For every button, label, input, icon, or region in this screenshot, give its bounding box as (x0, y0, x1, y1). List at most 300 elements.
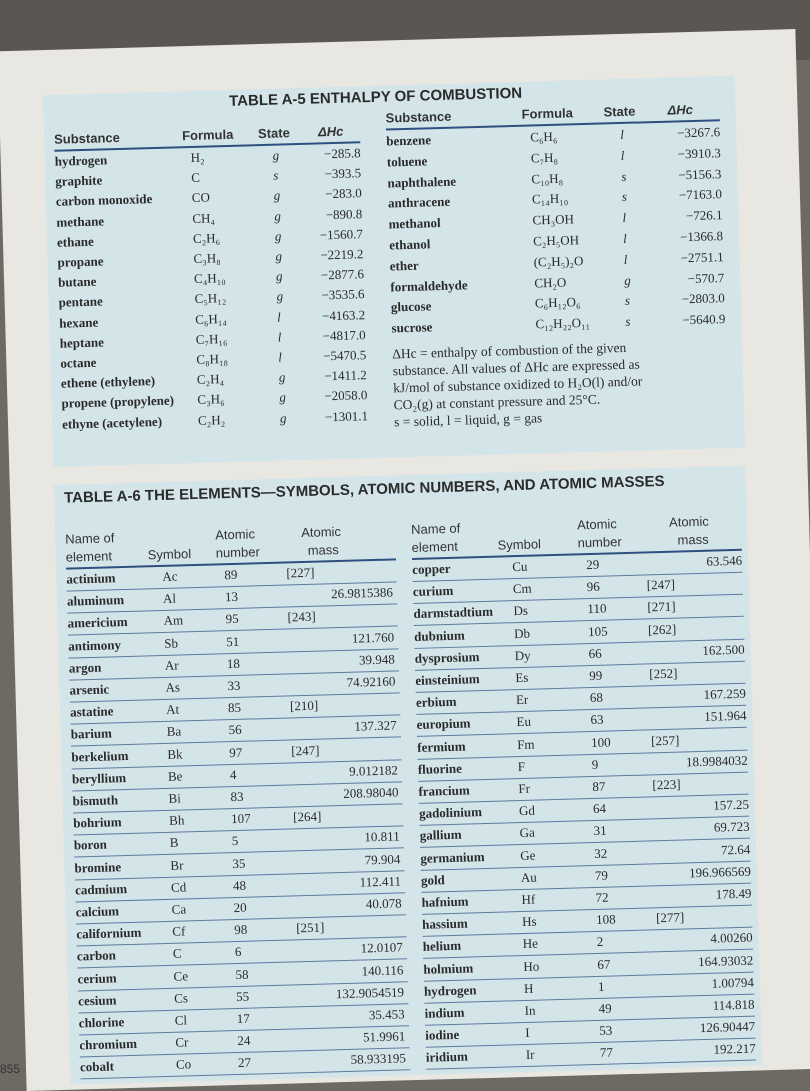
element-symbol: Cr (175, 1034, 189, 1050)
element-symbol: Am (163, 612, 184, 629)
atomic-mass: [223] (652, 776, 681, 793)
atomic-mass: 26.9815386 (330, 584, 394, 602)
a5-formula: C (191, 169, 201, 186)
element-symbol: Be (167, 768, 183, 784)
table-a6-title: TABLE A-6 THE ELEMENTS—SYMBOLS, ATOMIC NUMBERS, AND ATOMIC MASSES (63, 472, 665, 507)
atomic-number: 20 (233, 899, 247, 916)
a5-state: l (620, 147, 625, 163)
element-symbol: Ge (520, 847, 536, 863)
a5-enthalpy: −5640.9 (682, 311, 726, 328)
a5-formula: C₆H₆ (530, 128, 558, 145)
element-symbol: I (525, 1025, 530, 1041)
a5-state: s (621, 168, 627, 184)
atomic-mass: 39.948 (358, 651, 395, 668)
a5-state: g (275, 248, 283, 264)
header-number-l1: Atomic (215, 526, 256, 543)
element-symbol: H (523, 980, 534, 996)
atomic-mass: 112.411 (359, 873, 402, 890)
element-name: erbium (415, 693, 457, 711)
atomic-mass: [271] (647, 599, 676, 615)
element-name: germanium (420, 848, 485, 866)
a5-enthalpy: −1366.8 (679, 228, 724, 245)
atomic-mass: 132.9054519 (335, 984, 405, 1002)
element-name: carbon (76, 947, 117, 964)
page-number: 855 (0, 1062, 21, 1076)
a5-formula: H₂ (190, 149, 205, 165)
element-name: cesium (77, 992, 117, 1009)
atomic-number: 17 (236, 1010, 250, 1027)
atomic-mass: [264] (292, 808, 322, 825)
header-name-right-l2: element (411, 538, 459, 555)
a5-substance: methanol (388, 215, 441, 232)
atomic-mass: 196.966569 (688, 863, 752, 881)
a5-state: l (278, 349, 283, 365)
element-symbol: In (524, 1002, 536, 1019)
element-symbol: Cu (512, 558, 528, 575)
a5-state: g (278, 369, 286, 385)
a5-state: g (624, 272, 631, 288)
element-name: einsteinium (415, 671, 480, 688)
a5-formula: C₃H₆ (197, 391, 225, 408)
a5-enthalpy: −1301.1 (324, 407, 369, 424)
a5-substance: ethane (56, 233, 95, 250)
atomic-number: 97 (229, 744, 243, 760)
element-symbol: Bk (167, 746, 183, 762)
element-symbol: Ds (513, 603, 529, 619)
a5-enthalpy: −393.5 (324, 165, 362, 182)
a5-formula: CO (191, 189, 211, 206)
atomic-number: 32 (594, 845, 608, 861)
header-name-l2: element (65, 548, 113, 565)
element-name: iridium (425, 1049, 469, 1066)
a5-formula: C₇H₈ (530, 149, 559, 166)
element-name: actinium (66, 570, 116, 587)
a5-formula: C₂H₅OH (532, 232, 580, 249)
a5-formula: CH₄ (192, 209, 216, 226)
atomic-number: 56 (228, 722, 242, 738)
element-symbol: Ar (164, 657, 179, 673)
element-name: antimony (68, 636, 122, 654)
atomic-number: 35 (232, 855, 246, 871)
a5-enthalpy: −4163.2 (321, 306, 366, 323)
header-formula-right: Formula (521, 105, 574, 122)
a5-substance: sucrose (391, 319, 433, 336)
a5-substance: ethene (ethylene) (60, 373, 156, 391)
a5-substance: heptane (59, 334, 105, 351)
atomic-number: 4 (229, 766, 237, 782)
footnote-line: s = solid, l = liquid, g = gas (393, 410, 543, 430)
a5-state: g (274, 208, 282, 224)
atomic-mass: 74.92160 (346, 673, 396, 690)
a5-formula: C₁₂H₂₂O₁₁ (535, 315, 591, 332)
a5-substance: carbon monoxide (55, 191, 153, 210)
atomic-number: 108 (595, 911, 616, 928)
a5-state: l (619, 126, 625, 142)
element-name: holmium (423, 960, 474, 977)
atomic-mass: 164.93032 (697, 952, 754, 969)
a5-substance: toluene (386, 153, 428, 170)
a5-formula: C₆H₁₂O₆ (534, 294, 581, 311)
a5-enthalpy: −2751.1 (680, 248, 724, 266)
element-symbol: Ce (173, 967, 189, 984)
footnote-line: ΔHc = enthalpy of combustion of the given (392, 339, 627, 362)
header-name-right-l1: Name of (410, 520, 461, 537)
element-name: astatine (69, 703, 114, 720)
element-name: europium (416, 715, 471, 733)
header-number-right-l1: Atomic (576, 516, 618, 533)
atomic-number: 79 (594, 867, 609, 883)
textbook-page (0, 29, 810, 1091)
a5-substance: ethanol (388, 236, 431, 253)
element-name: chromium (79, 1036, 138, 1053)
element-name: californium (76, 924, 142, 942)
element-name: aluminum (66, 592, 125, 609)
a5-formula: C₁₀H₈ (531, 170, 564, 187)
atomic-mass: 18.9984032 (685, 752, 748, 770)
a5-enthalpy: −3910.3 (677, 144, 721, 162)
a5-substance: glucose (390, 298, 432, 315)
atomic-number: 53 (599, 1022, 613, 1039)
atomic-mass: 51.9961 (362, 1028, 406, 1045)
element-symbol: Gd (518, 802, 536, 819)
a5-substance: methane (56, 213, 105, 230)
atomic-mass: [277] (655, 909, 685, 926)
footnote-line: kJ/mol of substance oxidized to H₂O(l) and/or (392, 373, 643, 396)
atomic-number: 55 (235, 988, 250, 1004)
atomic-number: 9 (591, 756, 599, 772)
a5-enthalpy: −7163.0 (678, 186, 723, 203)
element-name: cadmium (74, 880, 128, 898)
element-symbol: Br (170, 857, 184, 873)
atomic-mass: [227] (286, 564, 315, 581)
element-name: barium (70, 725, 113, 742)
atomic-number: 51 (225, 633, 240, 649)
atomic-number: 64 (592, 800, 607, 817)
atomic-mass: 79.904 (364, 851, 401, 868)
atomic-number: 100 (590, 734, 611, 750)
element-symbol: As (165, 679, 181, 695)
element-symbol: Ca (171, 901, 187, 917)
a5-substance: ethyne (acetylene) (61, 413, 163, 432)
element-symbol: F (517, 758, 526, 774)
atomic-number: 105 (587, 623, 608, 639)
a5-formula: C₆H₁₄ (194, 310, 228, 327)
element-symbol: Hs (521, 913, 537, 930)
a5-state: g (274, 228, 282, 244)
element-symbol: Er (515, 691, 529, 708)
atomic-mass: [252] (649, 665, 678, 682)
atomic-number: 83 (230, 788, 244, 805)
footnote-line: substance. All values of ΔHc are expressed as (392, 356, 640, 379)
header-symbol-right: Symbol (497, 536, 542, 553)
element-name: berkelium (71, 747, 129, 765)
atomic-mass: 178.49 (715, 885, 752, 902)
atomic-number: 33 (227, 677, 241, 694)
element-symbol: Fm (516, 736, 535, 752)
element-name: indium (424, 1004, 465, 1021)
a5-substance: propane (57, 253, 104, 270)
element-name: boron (73, 836, 108, 853)
atomic-number: 31 (593, 823, 607, 839)
a5-state: g (276, 288, 284, 305)
element-symbol: Sb (164, 635, 179, 651)
element-name: gallium (419, 827, 462, 844)
atomic-mass: 58.933195 (350, 1050, 407, 1068)
atomic-mass: [257] (650, 732, 680, 748)
header-enthalpy: ΔHc (317, 123, 344, 140)
atomic-number: 72 (595, 889, 609, 905)
header-mass-right-l1: Atomic (668, 513, 709, 530)
atomic-number: 48 (232, 877, 247, 893)
atomic-mass: 4.00260 (710, 930, 753, 947)
atomic-mass: 140.116 (361, 961, 404, 979)
atomic-number: 66 (588, 645, 602, 661)
a5-state: s (621, 189, 628, 205)
atomic-number: 77 (599, 1044, 614, 1061)
element-name: dysprosium (414, 648, 480, 666)
element-name: cobalt (79, 1058, 115, 1075)
header-number-l2: number (215, 544, 260, 561)
element-name: fermium (417, 738, 466, 755)
a5-state: l (623, 251, 628, 267)
atomic-number: 95 (225, 611, 239, 627)
element-name: dubnium (413, 627, 465, 644)
a5-enthalpy: −2803.0 (681, 290, 726, 307)
element-name: bromine (74, 858, 122, 876)
atomic-mass: 35.453 (368, 1006, 405, 1023)
atomic-mass: 10.811 (364, 828, 400, 845)
atomic-number: 87 (592, 778, 606, 795)
header-mass-l1: Atomic (300, 523, 342, 541)
header-symbol: Symbol (147, 546, 192, 563)
element-name: fluorine (417, 760, 463, 777)
atomic-mass: 162.500 (702, 641, 745, 658)
element-symbol: C (172, 945, 182, 962)
atomic-number: 6 (234, 944, 242, 960)
a5-substance: graphite (55, 172, 103, 189)
a5-state: s (625, 313, 631, 330)
element-name: beryllium (71, 769, 127, 787)
a5-formula: C₃H₈ (193, 250, 221, 266)
element-name: helium (422, 938, 462, 955)
atomic-mass: [251] (296, 919, 325, 936)
element-name: arsenic (69, 681, 110, 698)
header-enthalpy-right: ΔHc (667, 101, 694, 118)
a5-state: g (279, 389, 287, 405)
a5-substance: hydrogen (54, 152, 108, 169)
a5-formula: C₂H₂ (197, 411, 226, 428)
a5-enthalpy: −726.1 (685, 207, 723, 224)
atomic-number: 85 (227, 699, 242, 716)
element-symbol: Ac (162, 568, 178, 584)
atomic-number: 67 (597, 956, 611, 972)
element-name: hydrogen (423, 982, 477, 999)
atomic-number: 1 (597, 978, 605, 994)
a5-formula: C₁₄H₁₀ (531, 190, 569, 207)
element-symbol: Cd (170, 879, 187, 895)
element-symbol: Au (520, 869, 537, 885)
a5-state: s (624, 293, 631, 309)
header-substance-right: Substance (385, 108, 452, 126)
element-name: darmstadtium (413, 604, 494, 622)
element-name: bohrium (73, 814, 122, 831)
a5-enthalpy: −4817.0 (322, 326, 366, 344)
a5-substance: benzene (386, 132, 432, 149)
atomic-mass: 126.90447 (699, 1018, 756, 1036)
table-a5-title: TABLE A-5 ENTHALPY OF COMBUSTION (228, 84, 523, 110)
atomic-mass: [243] (287, 609, 316, 625)
header-mass-l2: mass (307, 542, 339, 558)
a5-enthalpy: −890.8 (325, 205, 363, 222)
atomic-number: 63 (590, 712, 604, 728)
element-name: hassium (421, 915, 468, 933)
atomic-number: 99 (589, 667, 603, 684)
element-name: gadolinium (418, 804, 483, 822)
element-symbol: Cl (174, 1012, 188, 1028)
atomic-number: 96 (586, 578, 601, 595)
a5-formula: C₄H₁₀ (193, 270, 226, 287)
header-formula: Formula (181, 126, 234, 144)
a5-formula: CH₂O (534, 274, 567, 291)
element-name: gold (420, 871, 445, 888)
a5-enthalpy: −2058.0 (324, 387, 368, 404)
element-symbol: Bh (168, 812, 185, 829)
element-name: calcium (75, 903, 120, 920)
atomic-number: 2 (596, 934, 604, 950)
a5-enthalpy: −1411.2 (324, 367, 368, 384)
a5-substance: naphthalene (387, 173, 457, 191)
element-symbol: Hf (521, 891, 536, 908)
footnote-line: CO₂(g) at constant pressure and 25°C. (393, 391, 601, 413)
element-symbol: Dy (514, 647, 531, 663)
a5-enthalpy: −5470.5 (322, 347, 367, 364)
element-symbol: Ba (166, 723, 182, 740)
a5-enthalpy: −285.8 (323, 145, 361, 162)
a5-state: s (272, 167, 279, 183)
element-symbol: Es (515, 669, 529, 686)
element-symbol: Co (175, 1056, 192, 1073)
element-symbol: Cm (512, 580, 532, 597)
a5-enthalpy: −2219.2 (320, 246, 364, 263)
element-symbol: Cs (173, 990, 189, 1006)
atomic-number: 29 (585, 556, 600, 573)
a5-enthalpy: −3267.6 (676, 124, 721, 141)
a5-formula: C₅H₁₂ (194, 290, 227, 307)
atomic-mass: 114.818 (712, 996, 755, 1013)
atomic-mass: 72.64 (720, 841, 751, 858)
a5-state: l (622, 230, 627, 246)
element-name: iodine (425, 1027, 460, 1043)
header-state: State (257, 125, 291, 142)
element-symbol: Db (513, 625, 531, 641)
a5-formula: CH₃OH (532, 211, 575, 228)
header-mass-right-l2: mass (677, 531, 709, 548)
a5-enthalpy: −5156.3 (678, 165, 722, 182)
atomic-mass: 208.98040 (343, 784, 399, 801)
element-symbol: Eu (516, 714, 532, 730)
atomic-number: 49 (598, 1000, 612, 1016)
a5-enthalpy: −3535.6 (321, 286, 365, 303)
element-name: bismuth (72, 792, 119, 809)
a5-substance: hexane (59, 314, 99, 331)
element-symbol: Ir (525, 1047, 535, 1063)
element-name: curium (412, 583, 454, 600)
atomic-mass: 69.723 (713, 819, 750, 836)
a5-state: g (273, 187, 281, 204)
element-name: argon (68, 659, 102, 676)
header-name-l1: Name of (65, 530, 115, 547)
atomic-mass: 9.012182 (348, 762, 399, 779)
atomic-mass: 40.078 (365, 895, 402, 912)
atomic-mass: 167.259 (703, 685, 747, 703)
element-symbol: Cf (172, 923, 186, 939)
element-name: copper (412, 560, 451, 577)
a5-formula: C₈H₁₈ (196, 351, 229, 367)
header-number-right-l2: number (577, 534, 622, 551)
element-symbol: Al (162, 590, 177, 607)
atomic-number: 24 (237, 1032, 251, 1049)
element-symbol: At (165, 701, 180, 718)
element-symbol: Fr (518, 780, 531, 797)
element-name: francium (418, 782, 470, 799)
a5-state: g (275, 268, 283, 284)
a5-substance: propene (propylene) (61, 392, 175, 412)
atomic-number: 18 (226, 655, 241, 671)
atomic-mass: [247] (291, 742, 320, 759)
atomic-mass: 137.327 (354, 717, 397, 735)
atomic-mass: 12.0107 (360, 939, 404, 956)
atomic-mass: [262] (647, 621, 677, 637)
element-name: chlorine (78, 1014, 125, 1031)
element-name: hafnium (421, 893, 469, 910)
a5-formula: (C₂H₅)₂O (533, 252, 584, 270)
element-name: cerium (77, 969, 117, 987)
element-symbol: Bi (168, 790, 182, 806)
a5-formula: C₂H₆ (192, 230, 221, 246)
a5-enthalpy: −2877.6 (320, 266, 365, 283)
atomic-mass: 121.760 (351, 629, 395, 646)
a5-state: g (279, 410, 287, 426)
element-symbol: He (522, 935, 539, 952)
atomic-number: 68 (589, 689, 604, 706)
header-substance: Substance (53, 129, 121, 147)
a5-state: g (272, 147, 280, 163)
element-symbol: Ho (523, 958, 540, 974)
atomic-mass: 1.00794 (711, 974, 755, 991)
a5-state: l (277, 329, 282, 345)
atomic-mass: [247] (646, 576, 676, 593)
a5-substance: pentane (58, 293, 103, 311)
atomic-number: 98 (234, 921, 248, 938)
atomic-number: 5 (231, 833, 239, 849)
element-name: americium (67, 614, 128, 631)
atomic-mass: 151.964 (704, 708, 747, 725)
atomic-number: 107 (230, 810, 251, 827)
atomic-mass: 157.25 (713, 796, 750, 813)
header-state-right: State (603, 103, 636, 120)
atomic-mass: [210] (289, 697, 319, 714)
atomic-mass: 63.546 (706, 552, 743, 569)
a5-substance: octane (60, 354, 97, 371)
a5-substance: formaldehyde (390, 276, 468, 295)
a5-substance: butane (57, 273, 97, 290)
atomic-number: 110 (587, 600, 607, 617)
a5-enthalpy: −283.0 (324, 185, 362, 202)
a5-state: l (622, 210, 627, 226)
element-symbol: B (169, 834, 179, 851)
atomic-number: 13 (224, 589, 239, 605)
a5-substance: anthracene (387, 194, 451, 211)
